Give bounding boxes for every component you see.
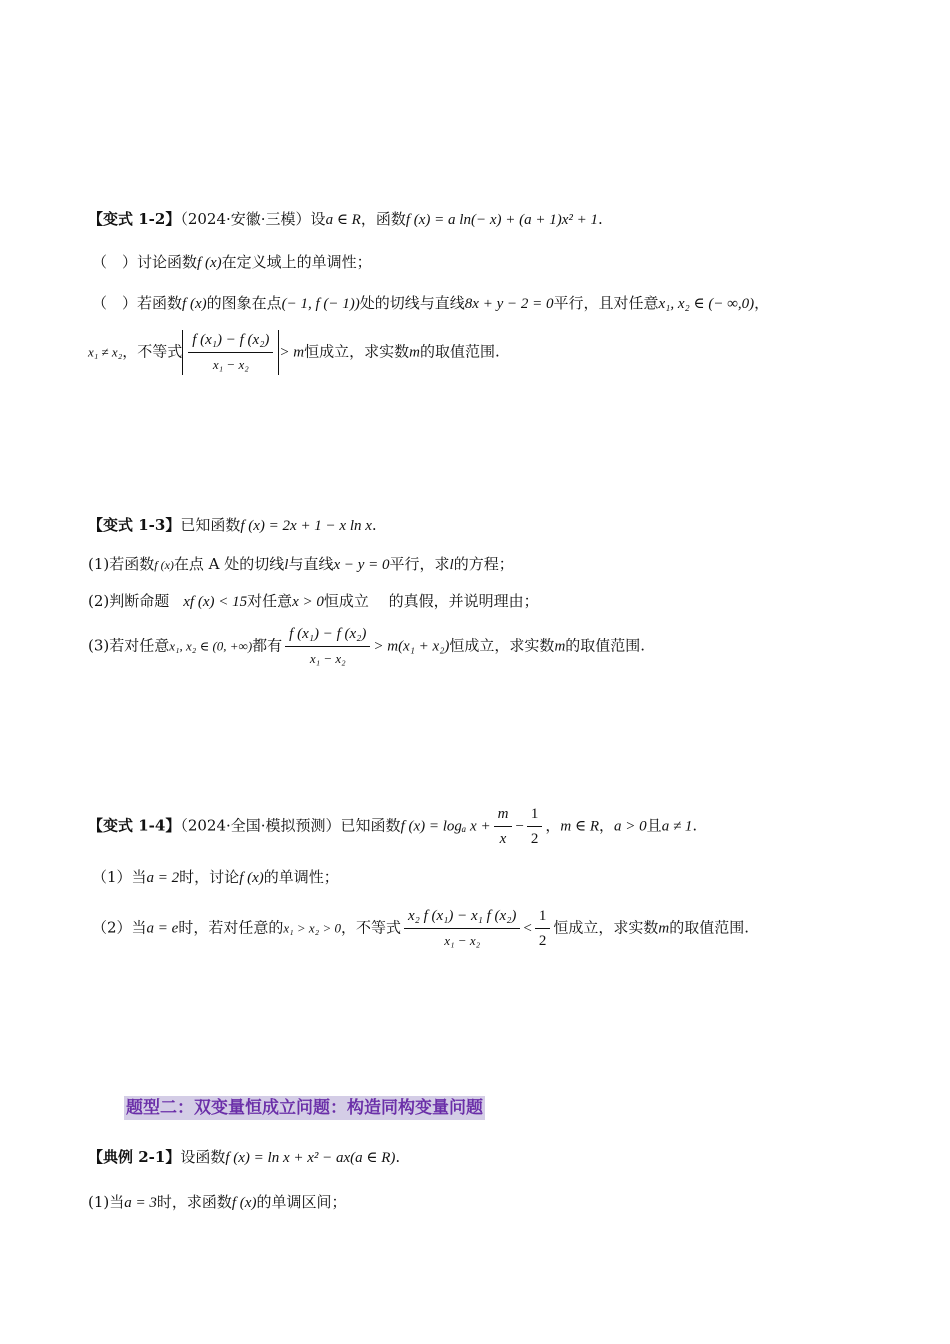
- exercise-1-2-q2: （ ）若函数f (x)的图象在点(− 1, f (− 1))处的切线与直线8x + y − 2 = 0平行，且对任意x₁, x₂ ∈ (− ∞,0)，: [92, 294, 770, 312]
- exercise-1-3-header: 【变式 1-3】已知函数f (x) = 2x + 1 − x ln x.: [88, 516, 377, 534]
- source-note: （2024·安徽·三模）: [180, 210, 311, 228]
- exercise-1-4-q2: （2）当a = e时，若对任意的x₁ > x₂ > 0，不等式 $\frac{\text{x₂ f (x₁) − x₁ f (x₂)}}{\text{x₁ − x₂}}$ < $\frac{1}{2}$ 恒成立，求实数m的取值范围.: [92, 908, 750, 949]
- fraction: $\frac{\text{f (x₁) − f (x₂)}}{\text{x₁ − x₂}}$: [285, 624, 370, 669]
- example-tag: 【典例 2-1】: [88, 1148, 181, 1166]
- fraction: $\frac{\text{x₂ f (x₁) − x₁ f (x₂)}}{\text{x₁ − x₂}}$: [404, 906, 520, 951]
- absolute-value: [182, 330, 279, 375]
- exercise-1-2-q2-cont: x₁ ≠ x₂，不等式 $\frac{\text{f (x₁) − f (x₂)}}{\text{x₁ − x₂}}$ > m恒成立，求实数m的取值范围.: [88, 330, 500, 375]
- fraction: $\frac{m}{x}$: [494, 804, 513, 849]
- fraction: $\frac{1}{2}$: [535, 906, 551, 951]
- fraction: $\frac{1}{2}$: [527, 804, 543, 849]
- section-heading: 题型二：双变量恒成立问题：构造同构变量问题: [126, 1098, 483, 1118]
- exercise-1-3-q3: (3)若对任意x₁, x₂ ∈ (0, +∞)都有 $\frac{\text{f (x₁) − f (x₂)}}{\text{x₁ − x₂}}$ > m(x₁ + x₂)恒成立，求实数m的取值范围.: [88, 624, 645, 669]
- math-formula: f (x) = ln x + x² − ax(a ∈ R): [225, 1150, 396, 1166]
- example-2-1-q1: (1)当a = 3时，求函数f (x)的单调区间；: [88, 1193, 347, 1211]
- exercise-1-2-q1: （ ）讨论函数f (x)在定义域上的单调性；: [92, 253, 372, 271]
- source-note: （2024·全国·模拟预测）: [180, 816, 341, 835]
- exercise-tag: 【变式 1-2】: [88, 210, 181, 228]
- exercise-tag: 【变式 1-4】: [88, 816, 181, 835]
- fraction: $\frac{\text{f (x₁) − f (x₂)}}{\text{x₁ − x₂}}$: [188, 330, 273, 375]
- exercise-1-2-header: 【变式 1-2】（2024·安徽·三模）设a ∈ R，函数f (x) = a ln(− x) + (a + 1)x² + 1.: [88, 210, 603, 228]
- exercise-1-4-header: 【变式 1-4】（2024·全国·模拟预测）已知函数f (x) = logₐ x + $\frac{m}{x}$ − $\frac{1}{2}$ ，m ∈ R，a > 0且a ≠ 1.: [88, 806, 698, 847]
- exercise-1-3-q1: (1)若函数f (x)在点 A 处的切线l与直线x − y = 0平行，求l的方程；: [88, 555, 514, 573]
- math-formula: f (x) = 2x + 1 − x ln x: [240, 518, 372, 534]
- exercise-1-3-q2: (2)判断命题 xf (x) < 15对任意x > 0恒成立 的真假，并说明理由；: [88, 592, 539, 610]
- exercise-1-4-q1: （1）当a = 2时，讨论f (x)的单调性；: [92, 868, 339, 886]
- math-formula: f (x) = a ln(− x) + (a + 1)x² + 1: [405, 212, 598, 228]
- exercise-tag: 【变式 1-3】: [88, 516, 181, 534]
- example-2-1-header: 【典例 2-1】设函数f (x) = ln x + x² − ax(a ∈ R).: [88, 1148, 401, 1166]
- math-condition: a ∈ R: [325, 212, 361, 228]
